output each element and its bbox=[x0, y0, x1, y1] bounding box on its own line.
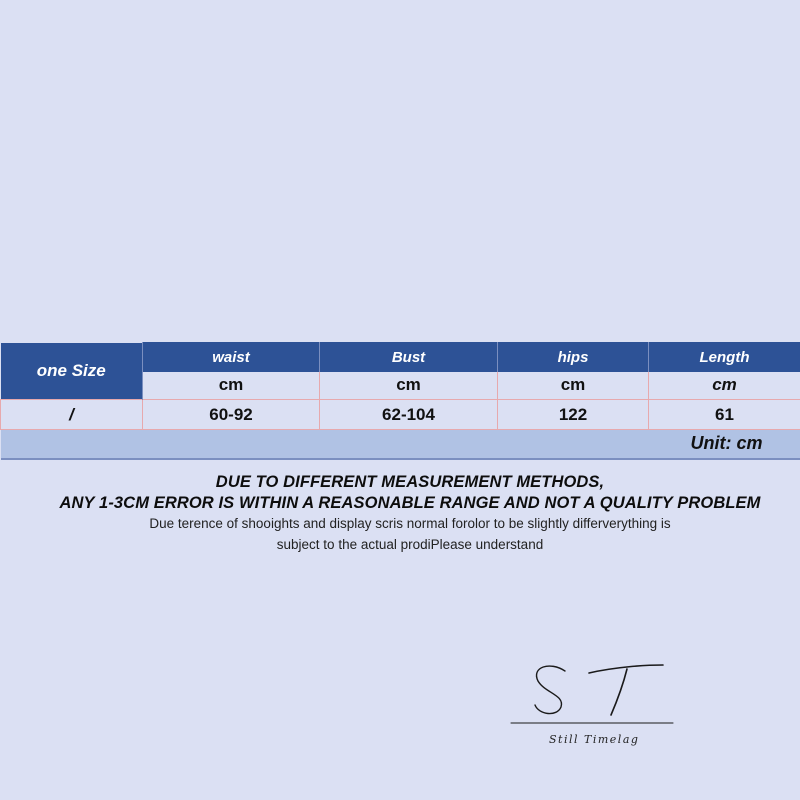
value-waist: 60-92 bbox=[143, 400, 320, 430]
row-value-label: / bbox=[1, 400, 143, 430]
notice-line-1: DUE TO DIFFERENT MEASUREMENT METHODS, bbox=[215, 473, 605, 491]
unit-length: cm bbox=[649, 372, 800, 400]
column-header-waist: waist bbox=[143, 343, 320, 372]
brand-logo bbox=[505, 655, 685, 755]
size-label-cell: one Size bbox=[1, 343, 143, 400]
column-header-bust: Bust bbox=[320, 343, 498, 372]
column-header-length: Length bbox=[649, 343, 800, 372]
unit-waist: cm bbox=[143, 372, 320, 400]
notice-line-2: ANY 1-3CM ERROR IS WITHIN A REASONABLE RANGE AND NOT A QUALITY PROBLEM bbox=[59, 494, 761, 512]
value-bust: 62-104 bbox=[320, 400, 498, 430]
header-row bbox=[1, 343, 800, 372]
unit-bust: cm bbox=[320, 372, 498, 400]
unit-note-row bbox=[1, 430, 800, 459]
value-row bbox=[1, 400, 800, 430]
size-chart-table bbox=[0, 342, 800, 460]
disclaimer-line-2: subject to the actual prodiPlease understand bbox=[276, 537, 544, 552]
unit-note: Unit: cm bbox=[1, 430, 800, 459]
value-length: 61 bbox=[649, 400, 800, 430]
value-hips: 122 bbox=[498, 400, 649, 430]
disclaimer-line-1: Due terence of shooights and display scris normal forolor to be slightly differverything is bbox=[149, 516, 671, 531]
disclaimer-text bbox=[0, 513, 800, 555]
column-header-hips: hips bbox=[498, 343, 649, 372]
measurement-notice bbox=[0, 472, 800, 514]
logo-monogram-icon bbox=[511, 665, 673, 723]
unit-hips: cm bbox=[498, 372, 649, 400]
logo-wordmark: Still Timelag bbox=[549, 733, 640, 746]
